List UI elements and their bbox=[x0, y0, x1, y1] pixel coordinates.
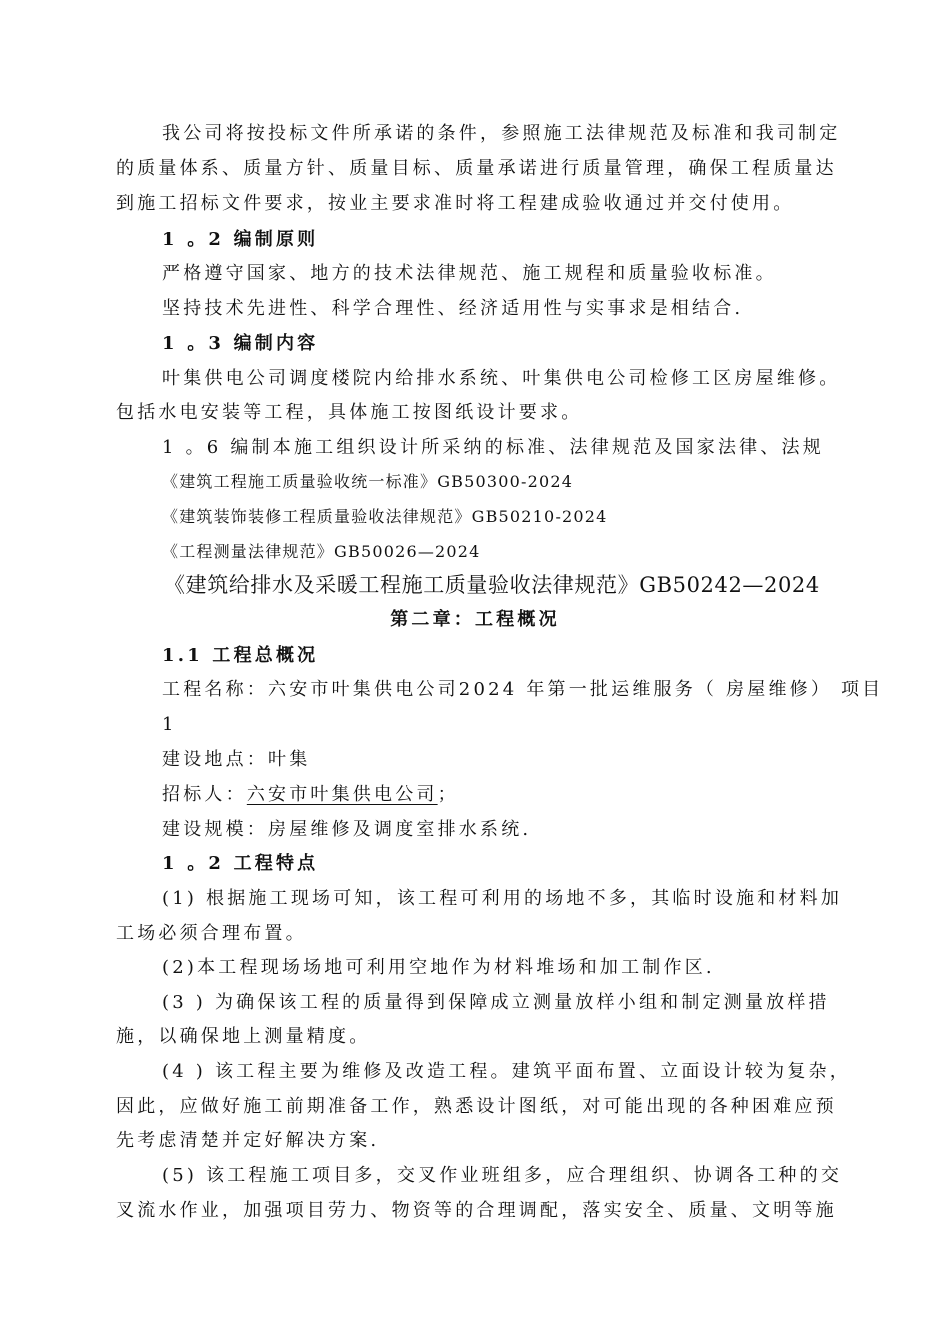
chapter-title: 第二章：工程概况 bbox=[390, 609, 560, 630]
paragraph-line: (3 ) 为确保该工程的质量得到保障成立测量放样小组和制定测量放样措 bbox=[162, 992, 830, 1013]
paragraph-line: 建设规模：房屋维修及调度室排水系统. bbox=[162, 819, 532, 840]
label-text: 招标人： bbox=[162, 784, 247, 805]
paragraph-line: (1) 根据施工现场可知，该工程可利用的场地不多，其临时设施和材料加 bbox=[162, 888, 843, 909]
section-heading: 1 。2 编制原则 bbox=[162, 229, 319, 250]
standard-item: 《建筑工程施工质量验收统一标准》GB50300-2024 bbox=[162, 472, 574, 491]
underlined-name: 六安市叶集供电公司 bbox=[246, 784, 438, 805]
paragraph-line: 先考虑清楚并定好解决方案. bbox=[116, 1130, 380, 1151]
paragraph-line: 坚持技术先进性、科学合理性、经济适用性与实事求是相结合. bbox=[162, 298, 744, 319]
paragraph-line: 1 bbox=[162, 714, 177, 735]
paragraph-line: 工程名称：六安市叶集供电公司2024 年第一批运维服务（ 房屋维修） 项目 bbox=[162, 679, 884, 700]
section-heading: 1 。6 编制本施工组织设计所采纳的标准、法律规范及国家法律、法规 bbox=[162, 437, 824, 458]
paragraph-line: 到施工招标文件要求，按业主要求准时将工程建成验收通过并交付使用。 bbox=[116, 193, 795, 214]
standard-item: 《建筑给排水及采暖工程施工质量验收法律规范》GB50242—2024 bbox=[164, 573, 820, 597]
paragraph-line: 的质量体系、质量方针、质量目标、质量承诺进行质量管理，确保工程质量达 bbox=[116, 158, 837, 179]
section-heading: 1 。3 编制内容 bbox=[162, 333, 319, 354]
paragraph-line: 叉流水作业，加强项目劳力、物资等的合理调配，落实安全、质量、文明等施 bbox=[116, 1200, 837, 1221]
section-heading: 1.1 工程总概况 bbox=[162, 645, 319, 666]
paragraph-line: 我公司将按投标文件所承诺的条件，参照施工法律规范及标准和我司制定 bbox=[162, 123, 841, 144]
paragraph-line: 建设地点：叶集 bbox=[162, 749, 311, 770]
paragraph-line: 施，以确保地上测量精度。 bbox=[116, 1026, 371, 1047]
standard-item: 《建筑装饰装修工程质量验收法律规范》GB50210-2024 bbox=[162, 507, 608, 526]
punctuation: ； bbox=[437, 784, 459, 805]
paragraph-line bbox=[162, 783, 459, 807]
paragraph-line: (5) 该工程施工项目多，交叉作业班组多，应合理组织、协调各工种的交 bbox=[162, 1165, 843, 1186]
paragraph-line: (4 ) 该工程主要为维修及改造工程。建筑平面布置、立面设计较为复杂， bbox=[162, 1061, 851, 1082]
paragraph-line: 工场必须合理布置。 bbox=[116, 923, 307, 944]
paragraph-line: 严格遵守国家、地方的技术法律规范、施工规程和质量验收标准。 bbox=[162, 263, 777, 284]
section-heading: 1 。2 工程特点 bbox=[162, 853, 319, 874]
paragraph-line: 包括水电安装等工程，具体施工按图纸设计要求。 bbox=[116, 402, 583, 423]
paragraph-line: 因此，应做好施工前期准备工作，熟悉设计图纸，对可能出现的各种困难应预 bbox=[116, 1096, 837, 1117]
standard-item: 《工程测量法律规范》GB50026—2024 bbox=[162, 542, 481, 561]
paragraph-line: (2)本工程现场场地可利用空地作为材料堆场和加工制作区. bbox=[162, 957, 715, 978]
paragraph-line: 叶集供电公司调度楼院内给排水系统、叶集供电公司检修工区房屋维修。 bbox=[162, 368, 841, 389]
